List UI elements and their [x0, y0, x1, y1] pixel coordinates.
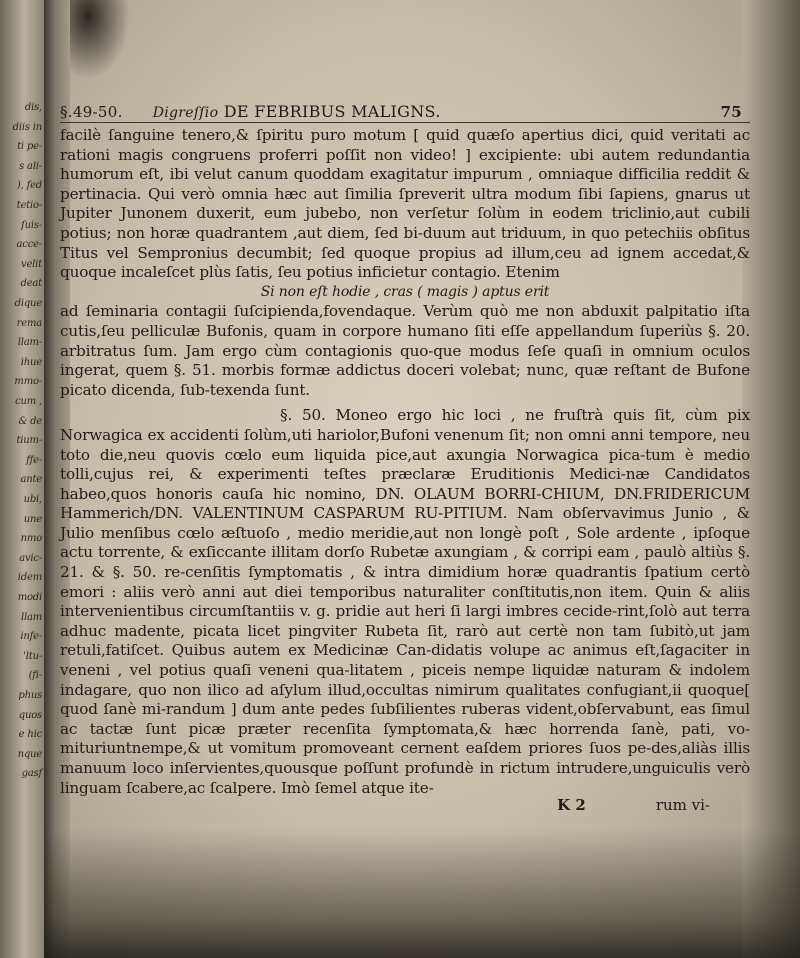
facing-page-line: llam-: [17, 337, 42, 349]
facing-page-line: infe-: [20, 631, 42, 643]
facing-page-line: 'ltu-: [23, 650, 42, 662]
facing-page-line: quos: [18, 709, 42, 721]
facing-page-line: e hic: [18, 729, 42, 741]
facing-page-line: (fi-: [28, 670, 42, 682]
facing-page-line: velit: [21, 258, 42, 270]
facing-page-fragment: [0, 0, 44, 958]
paragraph-3: §. 50. Moneo ergo hic loci , ne fruſtrà quis ſit, cùm pix Norwagica ex accidenti ſolùm,uti hariolor,Bufoni venenum ſit; non omni anni tempore, neu toto die,neu quovis cœlo eum liquida pice,aut axungia Norwagica pica-tum è medio tolli,cujus rei, & experimenti teſtes præclaræ Eruditionis Medici-næ Candidatos habeo,quos honoris cauſa hic nomino, DN. OLAUM BORRI-CHIUM, DN.FRIDERICUM Hammerich/DN. VALENTINUM CASPARUM RU-PITIUM. Nam obſervavimus Junio , & Julio menſibus cœlo æſtuoſo , medio meridie,aut non longè poſt , Sole ardente , ipſoque actu torrente, & exſiccante illitam dorſo Rubetæ axungiam , & corripi eam , paulò altiùs §. 21. & §. 50. re-cenſitis ſymptomatis , & intra dimidium horæ quadrantis ſpatium certò emori : aliis verò anni aut diei temporibus naturaliter conſtitutis,non item. Quin & aliis intervenientibus circumſtantiis v. g. pridie aut heri ſi largi imbres cecide-rint,ſolò aut terra adhuc madente, picata licet pingviter Rubeta ſit, rarò aut certè non tam ſubitò,ut jam retuli,fatiſcet. Quibus autem ex Medicinæ Can-didatis volupe ac animus eſt,ſagaciter in veneni , vel potius quaſi veneni qua-litatem , piceis nempe liquidæ naturam & indolem indagare, quo non ilico ad aſylum illud,occultas nimirum qualitates confugiant,ii quoque[ quod ſanè mi-randum ] dum ante pedes ſubſilientes ruberas vident,obſervabunt, eas ſimul ac tactæ ſunt picæ præter recenſita ſymptomata,& hæc horrenda ſanè, pati, vo-mituriuntnempe,& ut vomitum promoveant cernent eaſdem priores ſuos pe-des,aliàs illis manuum loco inſervientes,quousque poſſunt profundè in rictum intrudere,unguiculis verò linguam ſcabere,ac ſcalpere. Imò ſemel atque ite-: [60, 406, 750, 797]
facing-page-line: ubi,: [23, 494, 42, 505]
catchword: rum vi-: [655, 796, 710, 815]
facing-page-line: dis,: [24, 102, 42, 113]
facing-page-line: ſuis-: [21, 219, 42, 231]
paragraph-2: ad ſeminaria contagii ſuſcipienda,fovendaque. Verùm quò me non abduxit palpitatio iſta cutis,ſeu pelliculæ Bufonis, quam in corpore humano ſiti eſſe appellandum ſuperiùs §. 20. arbitratus ſum. Jam ergo cùm contagionis quo-que modus ſeſe quaſi in omnium oculos ingerat, quem §. 51. morbis formæ addictus doceri volebat; nunc, quæ reſtant de Bufone picato dicenda, ſub-texenda ſunt.: [60, 302, 750, 399]
signature-mark: K 2: [557, 796, 586, 815]
book-page: [60, 102, 750, 814]
facing-page-line: avic-: [19, 552, 42, 564]
body-text: [60, 126, 750, 798]
running-title-italic: Digreſſio: [152, 105, 219, 121]
facing-page-line: llam: [20, 611, 42, 623]
running-title-main: DE FEBRIBUS MALIGNS.: [223, 102, 441, 121]
facing-page-line: phus: [18, 690, 42, 701]
facing-page-line: tium-: [16, 435, 42, 447]
verse-quotation: Si non eſt hodie , cras ( magis ) aptus erit: [260, 283, 550, 300]
facing-page-line: une: [23, 513, 42, 525]
paragraph-1: facilè ſanguine tenero,& ſpiritu puro motum [ quid quæſo apertius dici, quid veritati ac rationi magis congruens proferri poſſit non video! ] excipiente: ubi autem redundantia humorum eſt, ibi velut canum quoddam exagitatur impurum , omniaque difficilia reddit & pertinacia. Qui verò omnia hæc aut ſimilia ſpreverit ultra modum ſibi ſapiens, gnarus ut Jupiter Junonem duxerit, eum jubebo, non verſetur ſolùm in eodem triclinio,aut cubili potius; non horæ quadrantem ,aut diem, ſed bi-duum aut triduum, in quo petechiis obſitus Titus vel Sempronius decumbit; ſed quoque propius ad illum,ceu ad ignem accedat,& quoque incaleſcet plùs ſatis, ſeu potius inficietur contagio. Etenim: [60, 126, 750, 282]
facing-page-line: cum ,: [15, 396, 42, 407]
facing-page-line: nmo: [20, 533, 42, 545]
facing-page-line: modi: [17, 592, 42, 603]
facing-page-line: mmo-: [14, 376, 42, 388]
facing-page-line: idem: [17, 572, 42, 584]
facing-page-line: ihue: [20, 356, 42, 368]
facing-page-line: nque: [17, 748, 42, 760]
facing-page-line: gasf: [21, 768, 42, 780]
facing-page-line: s ali-: [19, 160, 42, 172]
section-range: §.49-50.: [60, 103, 123, 121]
facing-page-line: ti pe-: [17, 141, 42, 153]
facing-page-line: tetio-: [16, 200, 42, 211]
facing-page-line: dique: [14, 298, 42, 309]
facing-page-line: ), fed: [16, 180, 42, 192]
facing-page-line: ffe-: [26, 454, 42, 466]
scan-bottom-shadow: [44, 828, 800, 958]
facing-page-line: deat: [20, 278, 42, 290]
page-edge: [742, 0, 800, 958]
facing-page-line: acce-: [16, 239, 42, 251]
running-title: [123, 102, 721, 121]
facing-page-line: & de: [18, 415, 42, 427]
facing-page-line: diis in: [12, 121, 42, 133]
running-header: [60, 102, 750, 123]
scan-shadow: [70, 0, 130, 80]
facing-page-line: ante: [20, 474, 42, 486]
catchword-line: [60, 796, 750, 814]
facing-page-line: rema: [16, 317, 42, 329]
page-number: 75: [720, 103, 742, 121]
